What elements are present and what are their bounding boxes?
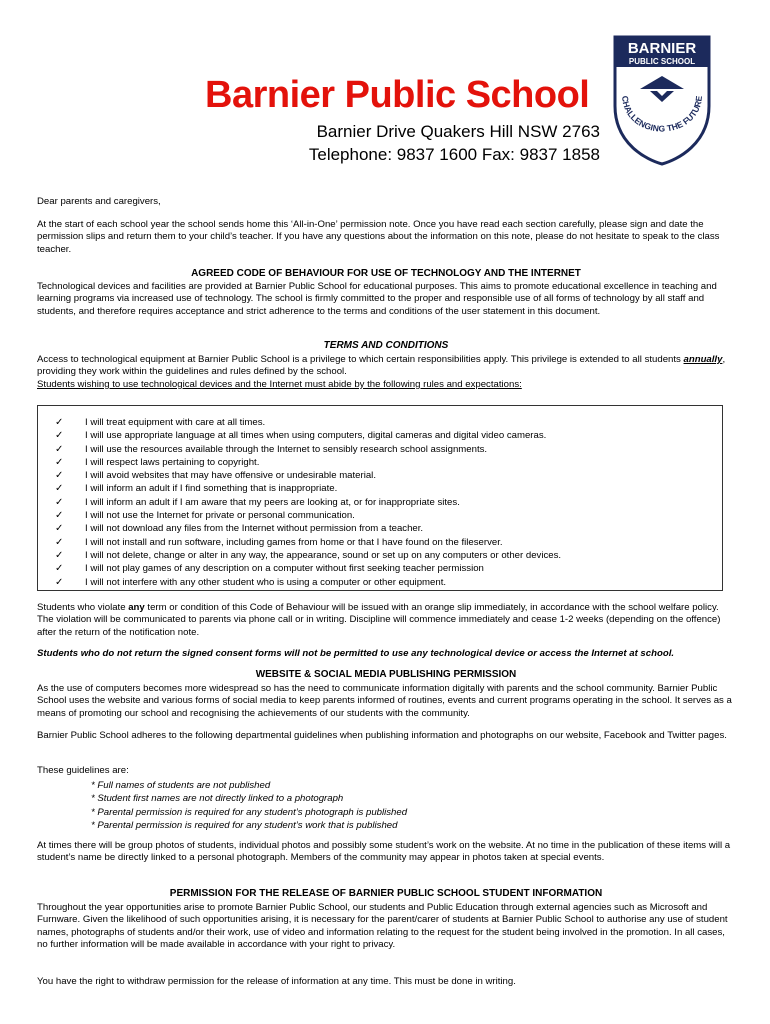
rule-item: [55, 456, 722, 469]
rule-text: I will not delete, change or alter in any way, the appearance, sound or set up on any computers or other devices.: [85, 549, 562, 561]
checkmark-icon: ✓: [55, 536, 64, 548]
logo-title: BARNIER: [627, 40, 697, 57]
rule-text: I will inform an adult if I am aware that my peers are looking at, or for inappropriate sites.: [85, 496, 460, 508]
rule-text: I will not play games of any description on a computer without first seeking teacher permission: [85, 563, 484, 575]
logo-motto: CHALLENGING THE FUTURE: [619, 95, 705, 134]
school-telephone: Telephone: 9837 1600 Fax: 9837 1858: [308, 145, 600, 164]
rule-item: [55, 469, 722, 482]
rule-item: [55, 522, 722, 535]
rule-item: [55, 482, 722, 495]
section2-heading: WEBSITE & SOCIAL MEDIA PUBLISHING PERMISSION: [255, 669, 517, 680]
checkmark-icon: ✓: [55, 576, 64, 588]
rule-item: [55, 576, 722, 589]
rule-text: I will respect laws pertaining to copyright.: [85, 456, 260, 468]
section1-body: Technological devices and facilities are provided at Barnier Public School for educational purposes. This aims to promote educational excellence in teaching and learning programs via increased use of technology. The school is firmly committed to the proper and responsible use of all forms of technology by all staff and students, and therefore requires acceptance and strict adherence to the terms and conditions of the user statement in this document.: [37, 281, 717, 317]
rule-text: I will inform an adult if I find something that is inappropriate.: [85, 483, 338, 495]
guideline-item: * Parental permission is required for any student’s work that is published: [91, 819, 398, 831]
checkmark-icon: ✓: [55, 443, 64, 455]
logo-subtitle: PUBLIC SCHOOL: [628, 57, 696, 66]
section3-paragraph2: You have the right to withdraw permission for the release of information at any time. This must be done in writing.: [37, 976, 516, 987]
rule-text: I will avoid websites that may have offensive or undesirable material.: [85, 470, 376, 482]
rule-item: [55, 536, 722, 549]
checkmark-icon: ✓: [55, 510, 64, 522]
rule-item: [55, 429, 722, 442]
guideline-item: * Parental permission is required for any student’s photograph is published: [91, 806, 408, 818]
rule-item: [55, 562, 722, 575]
guidelines-list: [91, 779, 407, 832]
rule-item: [55, 416, 722, 429]
checkmark-icon: ✓: [55, 523, 64, 535]
rule-item: [55, 509, 722, 522]
guideline-item: * Full names of students are not published: [91, 780, 271, 791]
terms-heading: TERMS AND CONDITIONS: [323, 340, 449, 351]
checkmark-icon: ✓: [55, 563, 64, 575]
rule-text: I will not interfere with any other student who is using a computer or other equipment.: [85, 576, 447, 588]
checkmark-icon: ✓: [55, 496, 64, 508]
rule-item: [55, 443, 722, 456]
rules-box: [37, 405, 723, 591]
terms-underlined: Students wishing to use technological devices and the Internet must abide by the following rules and expectations:: [37, 378, 522, 390]
section2-paragraph2: Barnier Public School adheres to the following departmental guidelines when publishing information and photographs on our website, Facebook and Twitter pages.: [37, 730, 727, 741]
section3-heading: PERMISSION FOR THE RELEASE OF BARNIER PUBLIC SCHOOL STUDENT INFORMATION: [169, 888, 603, 899]
checkmark-icon: ✓: [55, 417, 64, 428]
rule-item: [55, 496, 722, 509]
section2-paragraph1: As the use of computers becomes more widespread so has the need to communicate information digitally with parents and the school community. Barnier Public School uses the website and various forms of social media to keep parents informed of routines, events and current programs operating in the school. It serves as a means of promoting our school and recognising the achievements of our students with the community.: [37, 683, 732, 719]
checkmark-icon: ✓: [55, 483, 64, 495]
rule-text: I will not use the Internet for private or personal communication.: [85, 510, 355, 522]
violation-paragraph: Students who violate any term or condition of this Code of Behaviour will be issued with an orange slip immediately, in accordance with the school welfare policy. The violation will be communicated to parents via phone call or in writing. Discipline will commence immediately and cease 1-2 weeks (depending on the offence) after the return of the notification note.: [37, 602, 721, 638]
school-logo: [612, 34, 712, 166]
rules-list: [38, 406, 722, 589]
section3-paragraph1: Throughout the year opportunities arise to promote Barnier Public School, our students and Public Education through external agencies such as Microsoft and Furnware. Given the likelihood of such opportunities arising, it is necessary for the parent/carer of students at Barnier Public School to authorise any use of student names, photographs of students and/or their work, use of video and information relating to the request for the student being involved in the promotion. In all cases, no further information will be made available in accordance with your right to privacy.: [37, 902, 728, 951]
terms-annually: annually: [683, 354, 723, 365]
school-name: Barnier Public School: [205, 74, 590, 116]
checkmark-icon: ✓: [55, 470, 64, 482]
checkmark-icon: ✓: [55, 549, 64, 561]
rule-text: I will use appropriate language at all times when using computers, digital cameras and digital video cameras.: [85, 430, 547, 442]
checkmark-icon: ✓: [55, 456, 64, 468]
rule-item: [55, 549, 722, 562]
checkmark-icon: ✓: [55, 430, 64, 442]
section1-heading: AGREED CODE OF BEHAVIOUR FOR USE OF TECHNOLOGY AND THE INTERNET: [191, 268, 581, 279]
warning-text: Students who do not return the signed consent forms will not be permitted to use any technological device or access the Internet at school.: [37, 648, 675, 659]
guideline-item: * Student first names are not directly linked to a photograph: [91, 793, 344, 805]
intro-paragraph: At the start of each school year the school sends home this ‘All-in-One’ permission note. Once you have read each section carefully, please sign and date the permission slips and return them to your child’s teacher. If you have any questions about the information on this note, please do not hesitate to speak to the class teacher.: [37, 219, 720, 255]
terms-body: Access to technological equipment at Barnier Public School is a privilege to which certain responsibilities apply. This privilege is extended to all students annually, providing they work within the guidelines and rules defined by the school. Students wishing to use technological devices and the Internet must abide by the following rules and expectations:: [37, 354, 735, 391]
section2-paragraph3: At times there will be group photos of students, individual photos and possibly some student’s work on the website. At no time in the publication of these items will a student’s name be directly linked to a personal photograph. Members of the community may appear in photos taken at special events.: [37, 840, 731, 864]
greeting: Dear parents and caregivers,: [37, 196, 161, 207]
rule-text: I will not install and run software, including games from home or that I have found on the fileserver.: [85, 536, 503, 548]
rule-text: I will not download any files from the Internet without permission from a teacher.: [85, 523, 424, 535]
rule-text: I will use the resources available through the Internet to sensibly research school assignments.: [85, 443, 488, 455]
school-address: Barnier Drive Quakers Hill NSW 2763: [316, 122, 600, 141]
guidelines-intro: These guidelines are:: [37, 765, 129, 776]
rule-text: I will treat equipment with care at all times.: [85, 417, 266, 428]
